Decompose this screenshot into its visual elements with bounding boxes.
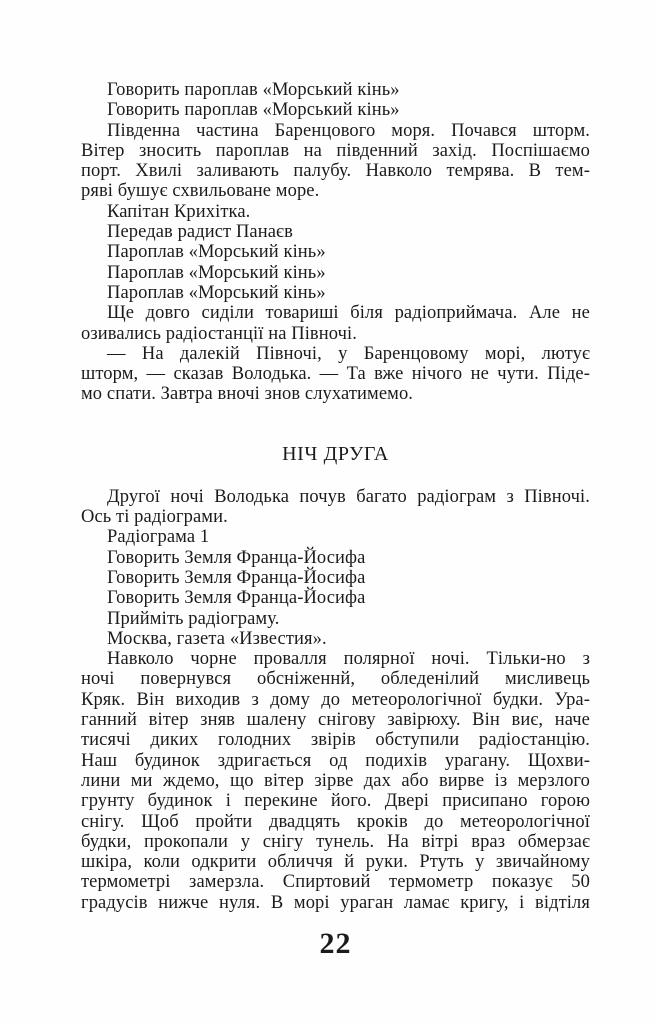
text-line: Передав радист Панаєв xyxy=(107,222,293,243)
text-line: Прийміть радіограму. xyxy=(107,608,280,629)
page-number: 22 xyxy=(319,927,352,960)
text-line: будки, прокопали у снігу тунель. На вітрі враз обмерзає xyxy=(81,831,590,852)
text-line: Ще довго сиділи товариші біля радіоприймача. Але не xyxy=(107,303,590,324)
text-line: Говорить пароплав «Морський кінь» xyxy=(107,80,400,100)
text-line: ряві бушує схвильоване море. xyxy=(81,181,320,202)
text-line: градусів нижче нуля. В морі ураган ламає кригу, і відтіля xyxy=(81,892,590,913)
text-line: Говорить Земля Франца-Йосифа xyxy=(107,547,366,568)
text-line: лини ми ждемо, що вітер зірве дах або вирве із мерзлого xyxy=(81,770,590,791)
text-line: ночі повернувся обсніженнй, обледенілий мисливець xyxy=(81,669,590,690)
text-line: тисячі диких голодних звірів обступили радіостанцію. xyxy=(81,730,590,751)
text-line: Москва, газета «Известия». xyxy=(107,628,327,649)
text-line: Говорить пароплав «Морський кінь» xyxy=(107,100,400,121)
text-line: ганний вітер зняв шалену снігову завірюху. Він виє, наче xyxy=(81,710,590,731)
text-line: термометрі замерзла. Спиртовий термометр показує 50 xyxy=(81,872,590,893)
text-line: Вітер зносить пароплав на південний захід. Поспішаємо xyxy=(81,140,590,161)
text-line: Капітан Крихітка. xyxy=(107,201,251,222)
text-line: озивались радіостанції на Півночі. xyxy=(81,323,358,344)
text-line: Наш будинок здригається од подихів урагану. Щохви- xyxy=(81,750,590,771)
text-line: Другої ночі Володька почув багато радіограм з Півночі. xyxy=(107,486,590,507)
text-line: — На далекій Півночі, у Баренцовому морі, лютує xyxy=(107,343,590,364)
text-line: шторм, — сказав Володька. — Та вже нічого не чути. Піде- xyxy=(81,364,590,385)
text-line: Пароплав «Морський кінь» xyxy=(107,282,326,303)
chapter-heading: НІЧ ДРУГА xyxy=(282,442,389,465)
text-line: Пароплав «Морський кінь» xyxy=(107,242,326,263)
page-text xyxy=(81,80,590,913)
text-line: Південна частина Баренцового моря. Почався шторм. xyxy=(107,120,590,141)
text-line: Кряк. Він виходив з дому до метеорологічної будки. Ура- xyxy=(81,689,590,710)
text-line: грунту будинок і перекине його. Двері присипано горою xyxy=(81,791,590,812)
text-line: снігу. Щоб пройти двадцять кроків до метеорологічної xyxy=(81,811,590,832)
text-line: Пароплав «Морський кінь» xyxy=(107,262,326,283)
text-line: Говорить Земля Франца-Йосифа xyxy=(107,588,366,609)
text-line: мо спати. Завтра вночі знов слухатимемо. xyxy=(81,384,414,405)
text-line: Ось ті радіограми. xyxy=(81,507,228,528)
text-line: шкіра, коли одкрити обличчя й руки. Ртуть у звичайному xyxy=(81,852,590,873)
text-line: Навколо чорне провалля полярної ночі. Тільки-но з xyxy=(107,649,590,670)
text-line: Говорить Земля Франца-Йосифа xyxy=(107,567,366,588)
text-line: порт. Хвилі заливають палубу. Навколо темрява. В тем- xyxy=(81,161,590,182)
text-line: Радіограма 1 xyxy=(107,527,210,548)
